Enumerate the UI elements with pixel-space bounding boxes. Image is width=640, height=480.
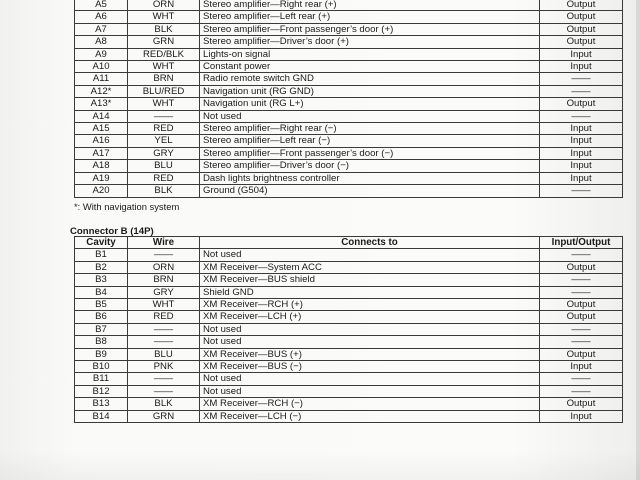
connects-to-cell: Navigation unit (RG GND)	[200, 85, 540, 97]
wire-cell: GRN	[128, 36, 200, 48]
input-output-cell: Output	[540, 299, 623, 311]
wire-cell: BLK	[128, 398, 200, 410]
connector-b-table	[74, 236, 623, 423]
wire-cell: ORN	[128, 261, 200, 273]
table-row	[75, 61, 623, 73]
wire-cell: RED	[128, 311, 200, 323]
header-cavity: Cavity	[75, 237, 128, 249]
connects-to-cell: Stereo amplifier—Right rear (−)	[200, 123, 540, 135]
connects-to-cell: XM Receiver—BUS (−)	[200, 361, 540, 373]
connects-to-cell: Radio remote switch GND	[200, 73, 540, 85]
input-output-cell: Input	[540, 135, 623, 147]
wire-cell: GRN	[128, 410, 200, 422]
wire-cell: GRY	[128, 286, 200, 298]
header-connects-to: Connects to	[200, 237, 540, 249]
input-output-cell: Output	[540, 348, 623, 360]
table-row	[75, 311, 623, 323]
input-output-cell: Input	[540, 361, 623, 373]
connects-to-cell: XM Receiver—LCH (−)	[200, 410, 540, 422]
wire-cell: ——	[128, 336, 200, 348]
table-row	[75, 185, 623, 197]
cavity-cell: B13	[75, 398, 128, 410]
cavity-cell: A13*	[75, 98, 128, 110]
cavity-cell: A8	[75, 36, 128, 48]
table-row	[75, 398, 623, 410]
input-output-cell: Output	[540, 23, 623, 35]
table-row	[75, 147, 623, 159]
cavity-cell: B2	[75, 261, 128, 273]
wire-cell: GRY	[128, 147, 200, 159]
connects-to-cell: XM Receiver—BUS shield	[200, 274, 540, 286]
wire-cell: BLK	[128, 185, 200, 197]
table-row	[75, 286, 623, 298]
header-wire: Wire	[128, 237, 200, 249]
wire-cell: RED/BLK	[128, 48, 200, 60]
input-output-cell: Output	[540, 36, 623, 48]
connects-to-cell: XM Receiver—RCH (+)	[200, 299, 540, 311]
input-output-cell: ——	[540, 385, 623, 397]
table-row	[75, 160, 623, 172]
cavity-cell: A20	[75, 185, 128, 197]
table-row	[75, 348, 623, 360]
wire-cell: ——	[128, 323, 200, 335]
table-row	[75, 110, 623, 122]
input-output-cell: ——	[540, 286, 623, 298]
wire-cell: YEL	[128, 135, 200, 147]
input-output-cell: ——	[540, 185, 623, 197]
wire-cell: RED	[128, 172, 200, 184]
connects-to-cell: Stereo amplifier—Left rear (−)	[200, 135, 540, 147]
input-output-cell: ——	[540, 73, 623, 85]
cavity-cell: B14	[75, 410, 128, 422]
connects-to-cell: Stereo amplifier—Front passenger’s door (−)	[200, 147, 540, 159]
cavity-cell: A5	[75, 0, 128, 11]
connector-a-rows	[75, 0, 623, 197]
cavity-cell: A7	[75, 23, 128, 35]
table-row	[75, 36, 623, 48]
table-row	[75, 361, 623, 373]
connects-to-cell: Constant power	[200, 61, 540, 73]
connects-to-cell: Shield GND	[200, 286, 540, 298]
input-output-cell: Output	[540, 11, 623, 23]
connects-to-cell: XM Receiver—LCH (+)	[200, 311, 540, 323]
connector-b-header-row	[75, 237, 623, 249]
cavity-cell: B11	[75, 373, 128, 385]
table-row	[75, 336, 623, 348]
connects-to-cell: Stereo amplifier—Driver’s door (+)	[200, 36, 540, 48]
cavity-cell: A11	[75, 73, 128, 85]
table-row	[75, 373, 623, 385]
connector-a-table	[74, 0, 623, 198]
cavity-cell: B9	[75, 348, 128, 360]
wire-cell: BRN	[128, 73, 200, 85]
table-row	[75, 261, 623, 273]
connects-to-cell: Stereo amplifier—Left rear (+)	[200, 11, 540, 23]
table-row	[75, 98, 623, 110]
connects-to-cell: Not used	[200, 373, 540, 385]
connects-to-cell: XM Receiver—BUS (+)	[200, 348, 540, 360]
cavity-cell: B7	[75, 323, 128, 335]
wire-cell: WHT	[128, 299, 200, 311]
wire-cell: WHT	[128, 98, 200, 110]
wire-cell: ORN	[128, 0, 200, 11]
wire-cell: ——	[128, 249, 200, 261]
wire-cell: BLU	[128, 348, 200, 360]
navigation-footnote: *: With navigation system	[74, 201, 180, 212]
input-output-cell: Output	[540, 261, 623, 273]
connects-to-cell: XM Receiver—RCH (−)	[200, 398, 540, 410]
table-row	[75, 274, 623, 286]
cavity-cell: A19	[75, 172, 128, 184]
input-output-cell: Input	[540, 48, 623, 60]
input-output-cell: Input	[540, 160, 623, 172]
connects-to-cell: Navigation unit (RG L+)	[200, 98, 540, 110]
table-row	[75, 48, 623, 60]
table-row	[75, 73, 623, 85]
wire-cell: ——	[128, 373, 200, 385]
table-row	[75, 0, 623, 11]
table-row	[75, 385, 623, 397]
connects-to-cell: XM Receiver—System ACC	[200, 261, 540, 273]
input-output-cell: Input	[540, 123, 623, 135]
scan-shade	[0, 450, 640, 480]
cavity-cell: A12*	[75, 85, 128, 97]
table-row	[75, 323, 623, 335]
connects-to-cell: Stereo amplifier—Front passenger’s door (+)	[200, 23, 540, 35]
wire-cell: WHT	[128, 11, 200, 23]
cavity-cell: B4	[75, 286, 128, 298]
table-row	[75, 172, 623, 184]
input-output-cell: ——	[540, 249, 623, 261]
cavity-cell: B10	[75, 361, 128, 373]
header-input-output: Input/Output	[540, 237, 623, 249]
wire-cell: BRN	[128, 274, 200, 286]
table-row	[75, 410, 623, 422]
input-output-cell: ——	[540, 373, 623, 385]
cavity-cell: A16	[75, 135, 128, 147]
wire-cell: RED	[128, 123, 200, 135]
input-output-cell: ——	[540, 323, 623, 335]
table-row	[75, 11, 623, 23]
input-output-cell: Output	[540, 0, 623, 11]
input-output-cell: ——	[540, 110, 623, 122]
connects-to-cell: Not used	[200, 336, 540, 348]
wire-cell: PNK	[128, 361, 200, 373]
cavity-cell: B6	[75, 311, 128, 323]
table-row	[75, 249, 623, 261]
cavity-cell: A17	[75, 147, 128, 159]
wire-cell: BLK	[128, 23, 200, 35]
cavity-cell: B1	[75, 249, 128, 261]
input-output-cell: Output	[540, 398, 623, 410]
input-output-cell: Input	[540, 172, 623, 184]
connects-to-cell: Stereo amplifier—Driver’s door (−)	[200, 160, 540, 172]
wire-cell: ——	[128, 110, 200, 122]
table-row	[75, 135, 623, 147]
connects-to-cell: Not used	[200, 323, 540, 335]
table-row	[75, 23, 623, 35]
connects-to-cell: Ground (G504)	[200, 185, 540, 197]
cavity-cell: A18	[75, 160, 128, 172]
input-output-cell: ——	[540, 336, 623, 348]
input-output-cell: ——	[540, 274, 623, 286]
cavity-cell: B12	[75, 385, 128, 397]
connects-to-cell: Not used	[200, 110, 540, 122]
input-output-cell: Output	[540, 311, 623, 323]
cavity-cell: B3	[75, 274, 128, 286]
wire-cell: BLU/RED	[128, 85, 200, 97]
cavity-cell: B8	[75, 336, 128, 348]
input-output-cell: Input	[540, 147, 623, 159]
input-output-cell: Output	[540, 98, 623, 110]
input-output-cell: Input	[540, 61, 623, 73]
input-output-cell: ——	[540, 85, 623, 97]
connects-to-cell: Not used	[200, 249, 540, 261]
table-row	[75, 299, 623, 311]
cavity-cell: B5	[75, 299, 128, 311]
wire-cell: BLU	[128, 160, 200, 172]
cavity-cell: A15	[75, 123, 128, 135]
scan-edge	[636, 0, 640, 480]
connects-to-cell: Not used	[200, 385, 540, 397]
input-output-cell: Input	[540, 410, 623, 422]
connects-to-cell: Stereo amplifier—Right rear (+)	[200, 0, 540, 11]
connector-b-title: Connector B (14P)	[70, 226, 154, 237]
cavity-cell: A10	[75, 61, 128, 73]
wire-cell: WHT	[128, 61, 200, 73]
connects-to-cell: Lights-on signal	[200, 48, 540, 60]
table-row	[75, 85, 623, 97]
cavity-cell: A9	[75, 48, 128, 60]
connects-to-cell: Dash lights brightness controller	[200, 172, 540, 184]
cavity-cell: A6	[75, 11, 128, 23]
wire-cell: ——	[128, 385, 200, 397]
table-row	[75, 123, 623, 135]
connector-b-rows	[75, 249, 623, 423]
cavity-cell: A14	[75, 110, 128, 122]
